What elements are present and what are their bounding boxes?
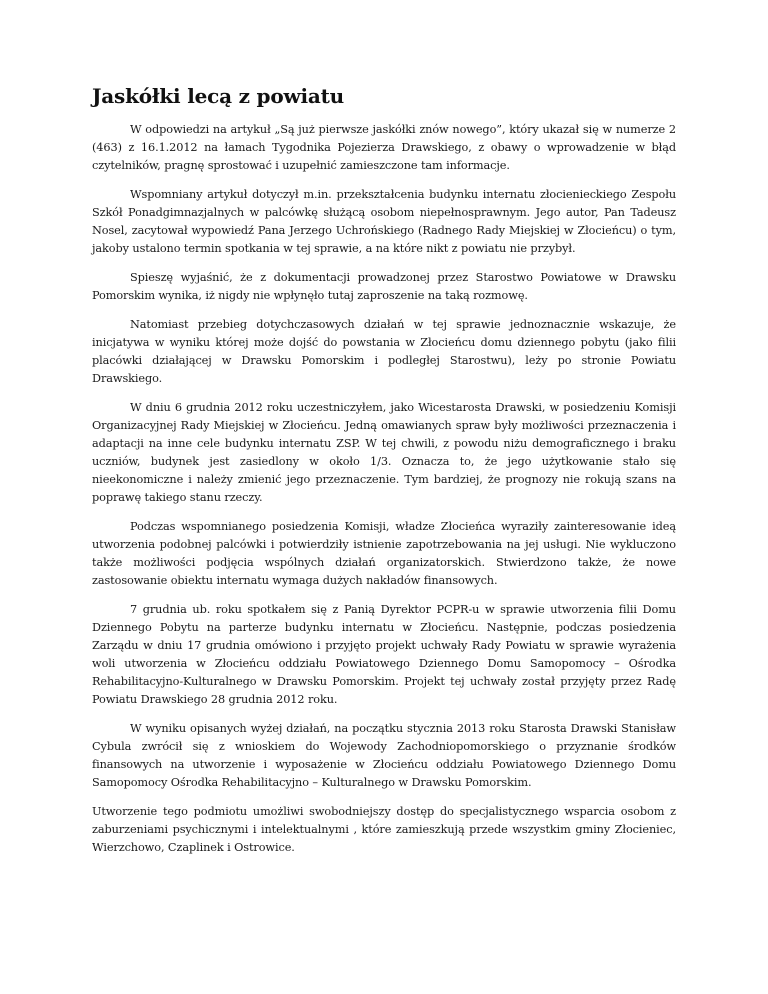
paragraph: Spieszę wyjaśnić, że z dokumentacji prowadzonej przez Starostwo Powiatowe w Drawsku Pomorskim wynika, iż nigdy nie wpłynęło tutaj zaproszenie na taką rozmowę. — [92, 271, 676, 302]
paragraph: W wyniku opisanych wyżej działań, na początku stycznia 2013 roku Starosta Drawski Stanisław Cybula zwrócił się z wnioskiem do Wojewody Zachodniopomorskiego o przyznanie środków finansowych na utworzenie i wyposażenie w Złocieńcu oddziału Powiatowego Dziennego Domu Samopomocy Ośrodka Rehabilitacyjno – Kulturalnego w Drawsku Pomorskim. — [92, 722, 676, 789]
document-page — [92, 82, 676, 868]
article-title: Jaskółki lecą z powiatu — [92, 84, 345, 108]
paragraph: Utworzenie tego podmiotu umożliwi swobodniejszy dostęp do specjalistycznego wsparcia osobom z zaburzeniami psychicznymi i intelektualnymi , które zamieszkują przede wszystkim gminy Złocieniec, Wierzchowo, Czaplinek i Ostrowice. — [92, 805, 676, 854]
paragraph: Wspomniany artykuł dotyczył m.in. przekształcenia budynku internatu złocienieckiego Zespołu Szkół Ponadgimnazjalnych w palcówkę służącą osobom niepełnosprawnym. Jego autor, Pan Tadeusz Nosel, zacytował wypowiedź Pana Jerzego Uchrońskiego (Radnego Rady Miejskiej w Złocieńcu) o tym, jakoby ustalono termin spotkania w tej sprawie, a na które nikt z powiatu nie przybył. — [92, 188, 676, 255]
paragraph: 7 grudnia ub. roku spotkałem się z Panią Dyrektor PCPR-u w sprawie utworzenia filii Domu Dziennego Pobytu na parterze budynku internatu w Złocieńcu. Następnie, podczas posiedzenia Zarządu w dniu 17 grudnia omówiono i przyjęto projekt uchwały Rady Powiatu w sprawie wyrażenia woli utworzenia w Złocieńcu oddziału Powiatowego Dziennego Domu Samopomocy – Ośrodka Rehabilitacyjno-Kulturalnego w Drawsku Pomorskim. Projekt tej uchwały został przyjęty przez Radę Powiatu Drawskiego 28 grudnia 2012 roku. — [92, 603, 676, 706]
paragraph: W odpowiedzi na artykuł „Są już pierwsze jaskółki znów nowego”, który ukazał się w numerze 2 (463) z 16.1.2012 na łamach Tygodnika Pojezierza Drawskiego, z obawy o wprowadzenie w błąd czytelników, pragnę sprostować i uzupełnić zamieszczone tam informacje. — [92, 123, 676, 172]
paragraph: Podczas wspomnianego posiedzenia Komisji, władze Złocieńca wyraziły zainteresowanie ideą utworzenia podobnej palcówki i potwierdziły istnienie zapotrzebowania na jej usługi. Nie wykluczono także możliwości podjęcia wspólnych działań organizatorskich. Stwierdzono także, że nowe zastosowanie obiektu internatu wymaga dużych nakładów finansowych. — [92, 520, 676, 587]
paragraph: W dniu 6 grudnia 2012 roku uczestniczyłem, jako Wicestarosta Drawski, w posiedzeniu Komisji Organizacyjnej Rady Miejskiej w Złocieńcu. Jedną omawianych spraw były możliwości przeznaczenia i adaptacji na inne cele budynku internatu ZSP. W tej chwili, z powodu niżu demograficznego i braku uczniów, budynek jest zasiedlony w około 1/3. Oznacza to, że jego użytkowanie stało się nieekonomiczne i należy zmienić jego przeznaczenie. Tym bardziej, że prognozy nie rokują szans na poprawę takiego stanu rzeczy. — [92, 401, 676, 504]
paragraph: Natomiast przebieg dotychczasowych działań w tej sprawie jednoznacznie wskazuje, że inicjatywa w wyniku której może dojść do powstania w Złocieńcu domu dziennego pobytu (jako filii placówki działającej w Drawsku Pomorskim i podległej Starostwu), leży po stronie Powiatu Drawskiego. — [92, 318, 676, 385]
